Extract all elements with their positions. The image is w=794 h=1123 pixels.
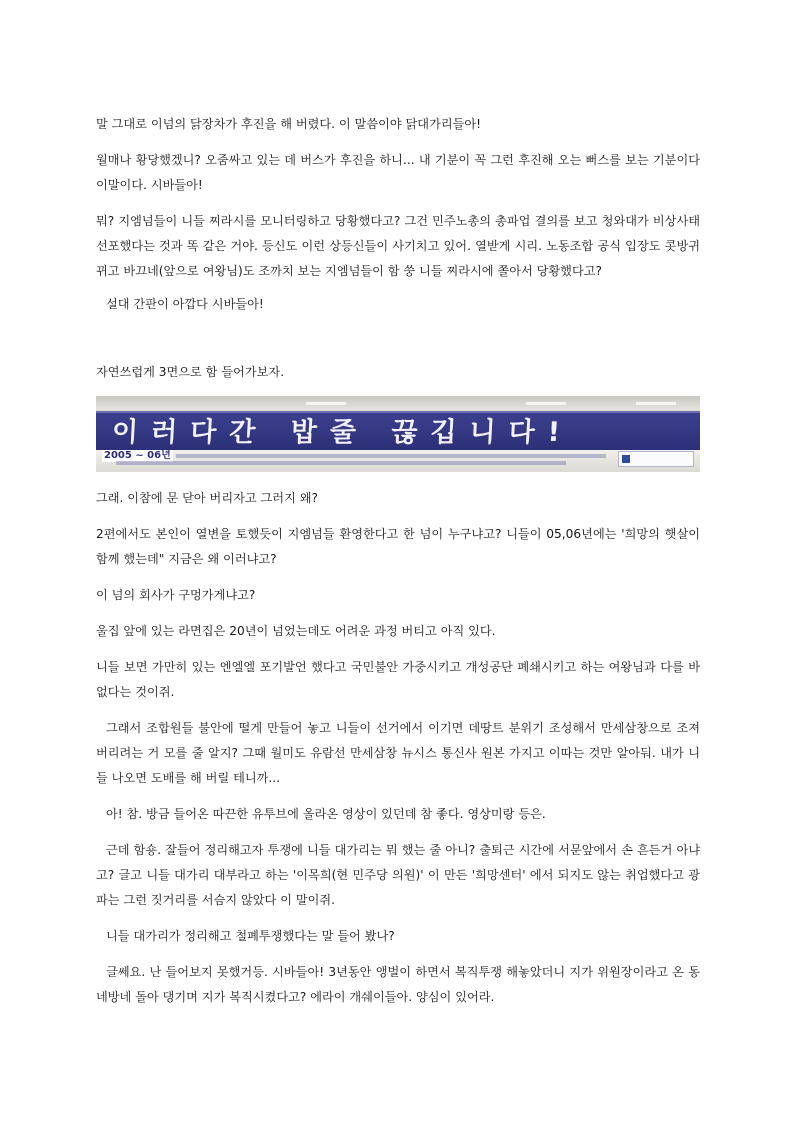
paragraph-14: 글쎄요. 난 들어보지 못했거등. 시바들아! 3년동안 앵벌이 하면서 복직투쟁 해놓았더니 지가 위원장이라고 온 동네방네 돌아 댕기며 지가 복직시켰다고? 에라이 개쉐이들아. 양심이 있어라. — [96, 965, 700, 1004]
paragraph-2: 월매나 황당했겠니? 오줌싸고 있는 데 버스가 후진을 하니... 내 기분이 꼭 그런 후진해 오는 뻐스를 보는 기분이다 이말이다. 시바들아! — [96, 153, 700, 192]
paragraph-8: 울집 앞에 있는 라면집은 20년이 넘었는데도 어려운 과정 버티고 아직 있다. — [96, 624, 496, 638]
banner-small-text-line — [116, 461, 566, 465]
paragraph-13: 니들 대가리가 정리해고 철폐투쟁했다는 말 들어 봤나? — [106, 929, 395, 943]
paragraph-1: 말 그대로 이넘의 닭장차가 후진을 해 버렸다. 이 말씀이야 닭대가리들아! — [96, 117, 482, 131]
paragraph-11: 아! 참. 방금 들어온 따끈한 유투브에 올라온 영상이 있던데 참 좋다. 영상미랑 등은. — [106, 807, 546, 821]
banner-small-text-line — [176, 454, 606, 458]
paragraph-7: 이 넘의 회사가 구멍가게냐고? — [96, 588, 256, 602]
lead-in-paragraph: 자연쓰럽게 3면으로 함 들어가보자. — [96, 365, 285, 379]
paragraph-12: 근데 함숑. 잘들어 정리해고자 투쟁에 니들 대가리는 뭐 했는 줄 아니? 출퇴근 시간에 서문앞에서 손 흔든거 아냐고? 글고 니들 대가리 대부라고 하는 '이목희(현 민주당 의원)' 이 만든 '희망센터' 에서 되지도 않는 취업했다고 광파는 그런 짓거리를 서슴지 않았다 이 말이쥐. — [96, 843, 700, 907]
paragraph-3: 뭐? 지엠넘들이 니들 찌라시를 모니터링하고 당황했다고? 그건 민주노총의 총파업 결의를 보고 청와대가 비상사태 선포했다는 것과 똑 같은 거야. 등신도 이런 상등신들이 사기치고 있어. 열받게 시리. 노동조합 공식 입장도 콧방귀 뀌고 바끄네(앞으로 여왕님)도 조까치 보는 지엠넘들이 함 쑹 니들 찌라시에 쫄아서 당황했다고? — [96, 214, 700, 278]
banner-slogan: 이러다간 밥줄 끊깁니다! — [111, 417, 574, 448]
photo-ceiling — [96, 396, 700, 410]
banner-year: 2005 ~ 06년 — [104, 450, 171, 461]
union-logo-icon — [618, 451, 694, 467]
photo-banner — [96, 411, 700, 452]
paragraph-10: 그래서 조합원들 불안에 떨게 만들어 놓고 니들이 선거에서 이기면 데땅트 분위기 조성해서 만세삼창으로 조져 버리려는 거 모를 줄 알지? 그때 월미도 유람선 만세삼창 뉴시스 통신사 원본 가지고 이따는 것만 알아둬. 내가 니들 나오면 도배를 해 버릴 테니까... — [96, 721, 700, 785]
document-body — [96, 112, 700, 1021]
paragraph-9: 니들 보면 가만히 있는 엔엘엘 포기발언 했다고 국민불안 가중시키고 개성공단 폐쇄시키고 하는 여왕님과 다를 바 없다는 것이쥐. — [96, 660, 700, 699]
paragraph-4: 설대 간판이 아깝다 시바들아! — [106, 297, 264, 311]
paragraph-6: 2편에서도 본인이 열변을 토했듯이 지엠넘들 환영한다고 한 넘이 누구냐고? 니들이 05,06년에는 '희망의 햇살이 함께 했는데" 지금은 왜 이러냐고? — [96, 527, 700, 566]
blank-space — [96, 328, 700, 360]
paragraph-5: 그래. 이참에 문 닫아 버리자고 그러지 왜? — [96, 491, 318, 505]
banner-photo — [96, 396, 700, 472]
